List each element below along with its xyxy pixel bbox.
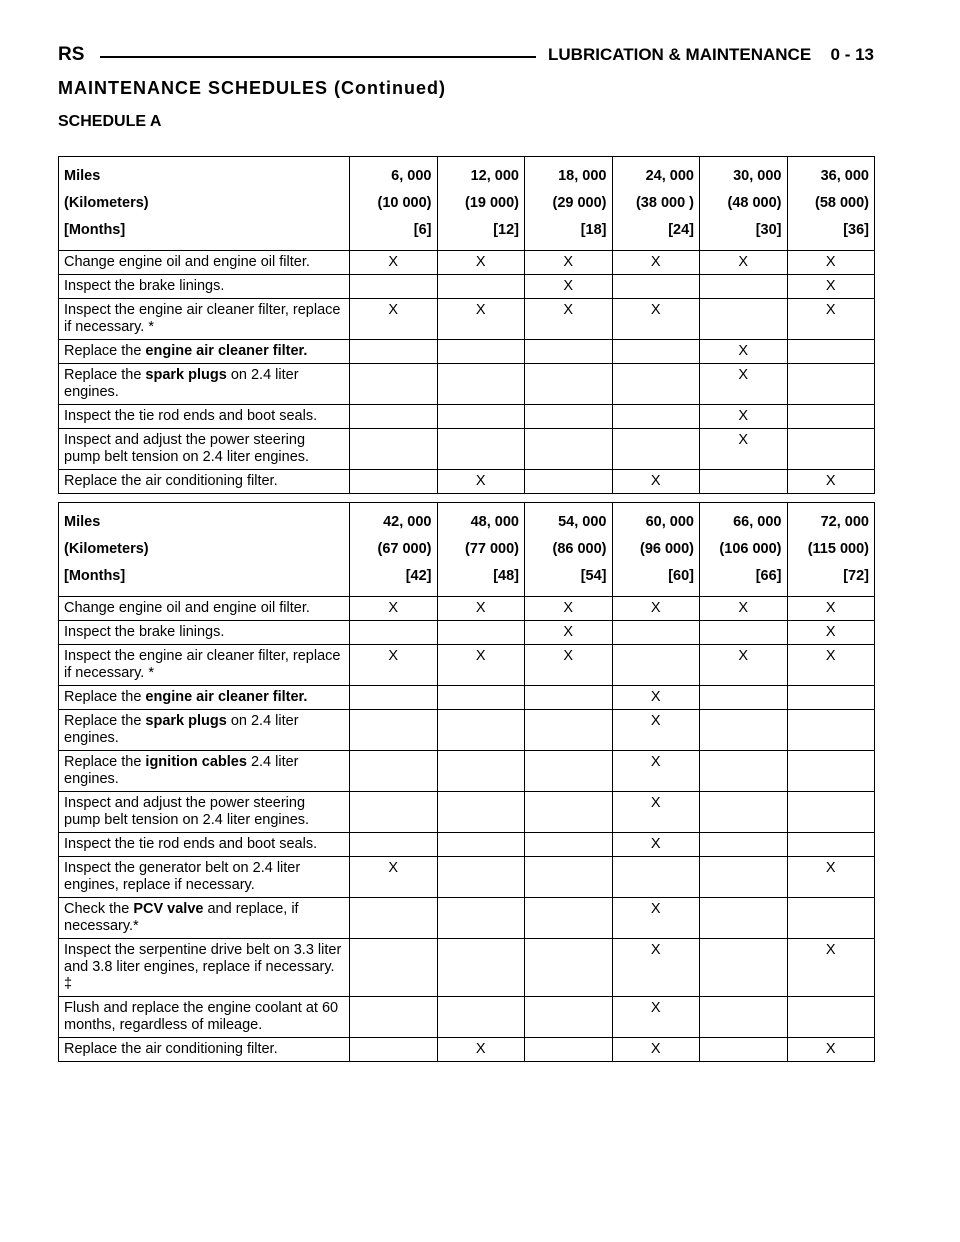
service-mark: X	[787, 857, 875, 898]
service-text: Replace the	[64, 713, 146, 729]
table-row	[59, 686, 875, 710]
table-row	[59, 645, 875, 686]
service-mark: X	[612, 686, 700, 710]
table-row	[59, 597, 875, 621]
interval-value: (29 000)	[552, 195, 607, 211]
service-text: Inspect the tie rod ends and boot seals.	[64, 408, 318, 424]
service-mark	[437, 275, 525, 299]
service-mark	[350, 470, 438, 494]
service-mark: X	[525, 621, 613, 645]
page-header	[58, 44, 874, 70]
table-row	[59, 857, 875, 898]
table-row	[59, 621, 875, 645]
service-mark	[437, 997, 525, 1038]
service-mark: X	[787, 275, 875, 299]
interval-column-header	[612, 157, 700, 251]
interval-value: (38 000 )	[635, 195, 694, 211]
interval-column-header	[350, 503, 438, 597]
service-mark: X	[612, 898, 700, 939]
service-mark	[350, 1038, 438, 1062]
service-description	[59, 299, 350, 340]
interval-value: (58 000)	[814, 195, 869, 211]
service-mark	[525, 470, 613, 494]
service-text: Inspect the engine air cleaner filter, replace if necessary. *	[64, 648, 341, 681]
table-row	[59, 405, 875, 429]
interval-value: 24, 000	[645, 168, 694, 184]
service-text: Inspect the serpentine drive belt on 3.3 liter and 3.8 liter engines, replace if necessary. ‡	[64, 942, 342, 992]
schedule-heading: SCHEDULE A	[58, 113, 162, 130]
service-mark	[700, 833, 788, 857]
interval-value: (10 000)	[377, 195, 432, 211]
service-description	[59, 364, 350, 405]
service-description	[59, 405, 350, 429]
service-mark: X	[525, 275, 613, 299]
service-mark: X	[612, 470, 700, 494]
service-mark: X	[787, 251, 875, 275]
service-description	[59, 939, 350, 997]
interval-label: (Kilometers)	[64, 195, 149, 211]
service-mark	[350, 898, 438, 939]
service-mark: X	[612, 710, 700, 751]
service-mark	[437, 429, 525, 470]
table-row	[59, 939, 875, 997]
service-mark	[437, 710, 525, 751]
header-page-number: 0 - 13	[830, 45, 874, 64]
service-mark	[525, 792, 613, 833]
service-text-suffix: and replace, if necessary.*	[64, 901, 299, 934]
service-mark	[525, 833, 613, 857]
interval-value: [36]	[843, 222, 869, 238]
service-mark	[787, 751, 875, 792]
service-description	[59, 429, 350, 470]
table-row	[59, 710, 875, 751]
service-mark	[350, 686, 438, 710]
interval-label: [Months]	[64, 222, 126, 238]
service-mark	[525, 997, 613, 1038]
interval-column-header	[612, 503, 700, 597]
interval-value: [60]	[668, 568, 694, 584]
service-mark: X	[787, 645, 875, 686]
interval-value: [54]	[580, 568, 607, 584]
service-mark: X	[612, 597, 700, 621]
service-text: Change engine oil and engine oil filter.	[64, 254, 310, 270]
service-mark: X	[525, 251, 613, 275]
interval-value: 42, 000	[383, 514, 432, 530]
interval-value: (115 000)	[807, 541, 869, 557]
interval-column-header	[525, 157, 613, 251]
service-text: Replace the	[64, 689, 146, 705]
service-text: Inspect the brake linings.	[64, 278, 225, 294]
service-mark	[525, 1038, 613, 1062]
table-row	[59, 792, 875, 833]
service-mark	[700, 710, 788, 751]
interval-column-header	[525, 503, 613, 597]
service-mark	[787, 792, 875, 833]
service-mark	[525, 686, 613, 710]
service-mark	[525, 857, 613, 898]
interval-value: [24]	[668, 222, 694, 238]
service-mark	[350, 405, 438, 429]
service-mark: X	[437, 251, 525, 275]
interval-value: 60, 000	[645, 514, 694, 530]
table-row	[59, 997, 875, 1038]
service-mark: X	[787, 470, 875, 494]
service-mark	[612, 645, 700, 686]
service-mark	[437, 857, 525, 898]
service-mark	[787, 364, 875, 405]
service-mark: X	[525, 597, 613, 621]
service-mark: X	[437, 299, 525, 340]
service-text: Replace the	[64, 367, 146, 383]
interval-column-header	[787, 503, 875, 597]
interval-value: [42]	[405, 568, 432, 584]
interval-value: (96 000)	[639, 541, 694, 557]
service-mark	[437, 364, 525, 405]
interval-value: 36, 000	[820, 168, 869, 184]
service-mark	[350, 429, 438, 470]
service-mark	[525, 898, 613, 939]
service-mark	[350, 364, 438, 405]
service-text: Inspect the tie rod ends and boot seals.	[64, 836, 318, 852]
service-mark	[350, 710, 438, 751]
service-mark: X	[700, 597, 788, 621]
service-mark: X	[700, 645, 788, 686]
service-mark	[350, 833, 438, 857]
service-mark	[700, 1038, 788, 1062]
service-mark	[700, 857, 788, 898]
service-mark: X	[612, 751, 700, 792]
service-mark: X	[787, 299, 875, 340]
service-mark: X	[350, 597, 438, 621]
service-mark: X	[612, 833, 700, 857]
service-description	[59, 597, 350, 621]
service-mark: X	[700, 429, 788, 470]
interval-value: (77 000)	[464, 541, 519, 557]
service-description	[59, 751, 350, 792]
interval-header-row	[59, 157, 875, 251]
service-mark	[787, 898, 875, 939]
table-row	[59, 364, 875, 405]
service-mark	[350, 997, 438, 1038]
service-mark	[350, 621, 438, 645]
interval-label: Miles	[64, 168, 101, 184]
service-mark	[525, 364, 613, 405]
interval-header-row	[59, 503, 875, 597]
service-mark	[525, 340, 613, 364]
service-mark: X	[612, 251, 700, 275]
interval-value: (86 000)	[552, 541, 607, 557]
interval-label: (Kilometers)	[64, 541, 149, 557]
service-mark	[525, 429, 613, 470]
service-mark	[700, 997, 788, 1038]
service-description	[59, 621, 350, 645]
interval-column-header	[437, 503, 525, 597]
service-mark: X	[437, 470, 525, 494]
service-text: Replace the	[64, 343, 146, 359]
service-mark: X	[787, 621, 875, 645]
interval-column-header	[700, 503, 788, 597]
interval-value: 66, 000	[733, 514, 782, 530]
service-mark	[437, 340, 525, 364]
service-mark: X	[525, 299, 613, 340]
service-part-name: spark plugs	[145, 367, 227, 383]
service-mark	[787, 686, 875, 710]
table-row	[59, 340, 875, 364]
service-mark	[700, 686, 788, 710]
service-mark	[787, 997, 875, 1038]
table-row	[59, 751, 875, 792]
service-mark: X	[437, 1038, 525, 1062]
service-mark	[787, 710, 875, 751]
service-mark	[700, 898, 788, 939]
service-mark	[437, 751, 525, 792]
service-mark	[700, 470, 788, 494]
service-mark	[437, 833, 525, 857]
service-text: Replace the air conditioning filter.	[64, 1041, 278, 1057]
service-mark	[350, 792, 438, 833]
service-description	[59, 1038, 350, 1062]
interval-column-header	[700, 157, 788, 251]
service-part-name: ignition cables	[145, 754, 247, 770]
service-mark	[350, 939, 438, 997]
interval-label: [Months]	[64, 568, 126, 584]
table-row	[59, 833, 875, 857]
service-mark	[350, 340, 438, 364]
service-text-suffix: 2.4 liter engines.	[64, 754, 299, 787]
service-mark	[612, 857, 700, 898]
interval-value: 12, 000	[470, 168, 519, 184]
interval-value: 18, 000	[558, 168, 607, 184]
service-mark: X	[350, 299, 438, 340]
service-text: Replace the air conditioning filter.	[64, 473, 278, 489]
service-mark	[350, 275, 438, 299]
service-mark	[525, 405, 613, 429]
service-mark	[700, 621, 788, 645]
service-mark	[612, 429, 700, 470]
service-mark: X	[612, 939, 700, 997]
table-row	[59, 429, 875, 470]
service-text: Inspect and adjust the power steering pump belt tension on 2.4 liter engines.	[64, 795, 310, 828]
service-mark: X	[612, 1038, 700, 1062]
interval-value: (48 000)	[727, 195, 782, 211]
interval-column-header	[437, 157, 525, 251]
service-mark	[700, 792, 788, 833]
service-mark: X	[350, 857, 438, 898]
service-mark: X	[525, 645, 613, 686]
service-mark: X	[612, 792, 700, 833]
table-row	[59, 898, 875, 939]
interval-label: Miles	[64, 514, 101, 530]
service-description	[59, 997, 350, 1038]
service-mark: X	[787, 597, 875, 621]
interval-value: (67 000)	[377, 541, 432, 557]
interval-value: (106 000)	[719, 541, 782, 557]
service-mark	[437, 405, 525, 429]
service-text: Replace the	[64, 754, 146, 770]
service-description	[59, 710, 350, 751]
interval-value: [48]	[493, 568, 519, 584]
service-mark	[437, 898, 525, 939]
interval-value: 30, 000	[733, 168, 782, 184]
service-part-name: engine air cleaner filter.	[145, 343, 308, 359]
interval-value: 48, 000	[470, 514, 519, 530]
service-mark: X	[437, 597, 525, 621]
service-description	[59, 857, 350, 898]
service-mark: X	[700, 405, 788, 429]
service-mark	[612, 340, 700, 364]
service-mark	[787, 405, 875, 429]
interval-column-header	[350, 157, 438, 251]
service-mark: X	[700, 251, 788, 275]
header-model-code: RS	[58, 44, 85, 65]
interval-label-cell	[59, 503, 350, 597]
service-description	[59, 833, 350, 857]
interval-value: 6, 000	[391, 168, 432, 184]
service-mark	[612, 405, 700, 429]
interval-value: [18]	[580, 222, 607, 238]
service-mark: X	[700, 364, 788, 405]
service-text: Change engine oil and engine oil filter.	[64, 600, 310, 616]
service-mark: X	[437, 645, 525, 686]
service-mark	[525, 939, 613, 997]
service-mark	[612, 621, 700, 645]
service-text: Check the	[64, 901, 134, 917]
service-mark	[700, 939, 788, 997]
service-mark	[437, 621, 525, 645]
service-text-suffix: on 2.4 liter engines.	[64, 367, 299, 400]
service-mark	[437, 939, 525, 997]
table-row	[59, 251, 875, 275]
table-row	[59, 275, 875, 299]
service-mark: X	[612, 997, 700, 1038]
service-mark	[437, 792, 525, 833]
header-section-title: LUBRICATION & MAINTENANCE	[548, 45, 812, 64]
service-text: Flush and replace the engine coolant at 60 months, regardless of mileage.	[64, 1000, 339, 1033]
schedule-table-1	[58, 156, 875, 494]
service-mark	[525, 751, 613, 792]
table-row	[59, 299, 875, 340]
table-row	[59, 470, 875, 494]
service-part-name: spark plugs	[145, 713, 227, 729]
service-mark	[612, 364, 700, 405]
service-text: Inspect the brake linings.	[64, 624, 225, 640]
service-mark	[787, 340, 875, 364]
service-mark	[700, 299, 788, 340]
header-rule	[100, 56, 536, 58]
service-part-name: engine air cleaner filter.	[145, 689, 308, 705]
service-mark	[525, 710, 613, 751]
service-mark: X	[787, 1038, 875, 1062]
service-mark: X	[350, 645, 438, 686]
service-description	[59, 645, 350, 686]
service-description	[59, 898, 350, 939]
service-description	[59, 792, 350, 833]
service-text: Inspect the generator belt on 2.4 liter engines, replace if necessary.	[64, 860, 301, 893]
service-mark	[787, 429, 875, 470]
interval-column-header	[787, 157, 875, 251]
service-mark: X	[612, 299, 700, 340]
table-row	[59, 1038, 875, 1062]
service-mark: X	[787, 939, 875, 997]
service-mark: X	[700, 340, 788, 364]
service-part-name: PCV valve	[133, 901, 204, 917]
service-description	[59, 251, 350, 275]
interval-value: [66]	[755, 568, 782, 584]
service-mark: X	[350, 251, 438, 275]
service-description	[59, 275, 350, 299]
interval-value: [12]	[493, 222, 519, 238]
service-description	[59, 686, 350, 710]
service-text-suffix: on 2.4 liter engines.	[64, 713, 299, 746]
service-text: Inspect the engine air cleaner filter, replace if necessary. *	[64, 302, 341, 335]
interval-value: [72]	[843, 568, 869, 584]
interval-label-cell	[59, 157, 350, 251]
interval-value: [6]	[413, 222, 432, 238]
service-mark	[350, 751, 438, 792]
service-description	[59, 470, 350, 494]
service-mark	[700, 275, 788, 299]
interval-value: (19 000)	[464, 195, 519, 211]
interval-value: [30]	[755, 222, 782, 238]
interval-value: 54, 000	[558, 514, 607, 530]
page-title: MAINTENANCE SCHEDULES (Continued)	[58, 78, 446, 98]
service-text: Inspect and adjust the power steering pump belt tension on 2.4 liter engines.	[64, 432, 310, 465]
service-mark	[612, 275, 700, 299]
service-mark	[787, 833, 875, 857]
service-description	[59, 340, 350, 364]
service-mark	[437, 686, 525, 710]
schedule-table-2	[58, 502, 875, 1062]
interval-value: 72, 000	[820, 514, 869, 530]
service-mark	[700, 751, 788, 792]
